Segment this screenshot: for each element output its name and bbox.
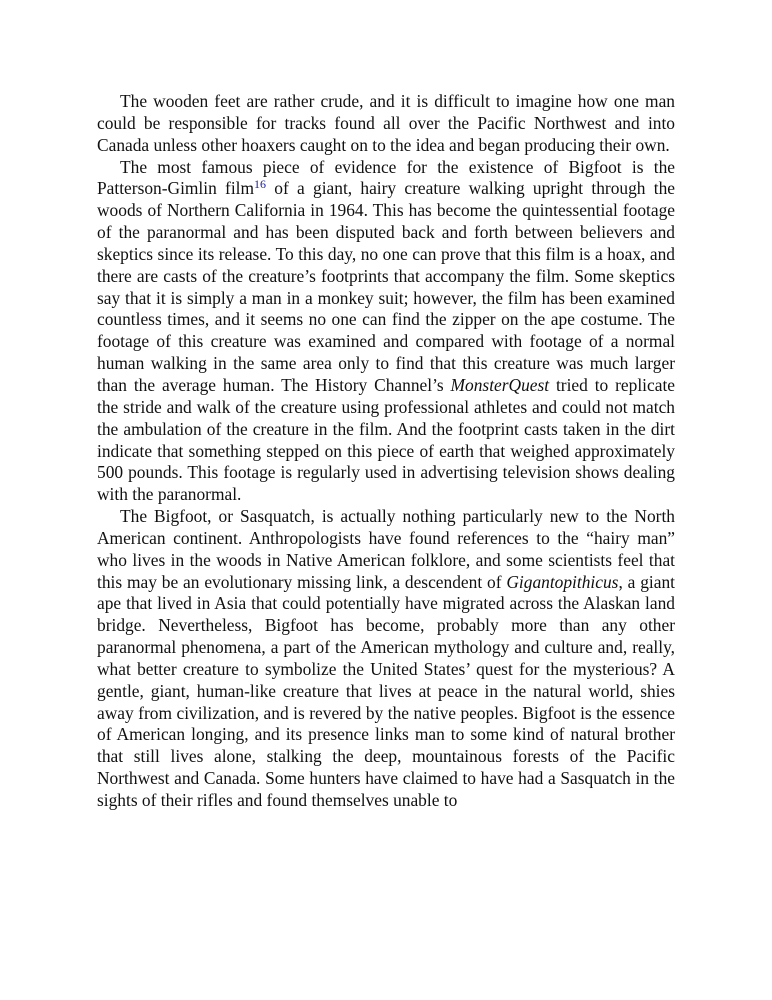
paragraph-sasquatch xyxy=(97,506,675,812)
paragraph-text: The wooden feet are rather crude, and it is difficult to imagine how one man could be responsible for tracks found all over the Pacific Northwest and into Canada unless other hoaxers caught on to the idea and began producing their own. xyxy=(97,91,675,155)
paragraph-text: tried to replicate the stride and walk of the creature using professional athletes and could not match the ambulation of the creature in the film. And the footprint casts taken in the dirt indicate that something stepped on this piece of earth that weighed approximately 500 pounds. This footage is regularly used in advertising television shows dealing with the paranormal. xyxy=(97,374,675,505)
paragraph-text: , a giant ape that lived in Asia that could potentially have migrated across the Alaskan land bridge. Nevertheless, Bigfoot has become, probably more than any other paranormal phenomena, a part of the American mythology and culture and, really, what better creature to symbolize the United States’ quest for the mysterious? A gentle, giant, human-like creature that lives at peace in the natural world, shies away from civilization, and is revered by the native peoples. Bigfoot is the essence of American longing, and its presence links man to some kind of natural brother that still lives alone, stalking the deep, mountainous forests of the Pacific Northwest and Canada. Some hunters have claimed to have had a Sasquatch in the sights of their rifles and found themselves unable to xyxy=(97,571,675,810)
paragraph-wooden-feet xyxy=(97,91,675,157)
footnote-reference-link[interactable]: 16 xyxy=(254,177,267,192)
title-monsterquest: MonsterQuest xyxy=(450,374,550,395)
term-gigantopithicus: Gigantopithicus xyxy=(506,571,619,592)
paragraph-text: The most famous piece of evidence for the existence of Bigfoot is the Patterson-Gimlin film xyxy=(97,156,675,199)
paragraph-patterson-gimlin xyxy=(97,157,675,507)
paragraph-text: of a giant, hairy creature walking upright through the woods of Northern California in 1964. This has become the quintessential footage of the paranormal and has been disputed back and forth between believers and skeptics since its release. To this day, no one can prove that this film is a hoax, and there are casts of the creature’s footprints that accompany the film. Some skeptics say that it is simply a man in a monkey suit; however, the film has been examined countless times, and it seems no one can find the zipper on the ape costume. The footage of this creature was examined and compared with footage of a normal human walking in the same area only to find that this creature was much larger than the average human. The History Channel’s xyxy=(97,178,675,395)
page-body xyxy=(97,91,675,812)
paragraph-text: The Bigfoot, or Sasquatch, is actually nothing particularly new to the North American continent. Anthropologists have found references to the “hairy man” who lives in the woods in Native American folklore, and some scientists feel that this may be an evolutionary missing link, a descendent of xyxy=(97,506,675,592)
